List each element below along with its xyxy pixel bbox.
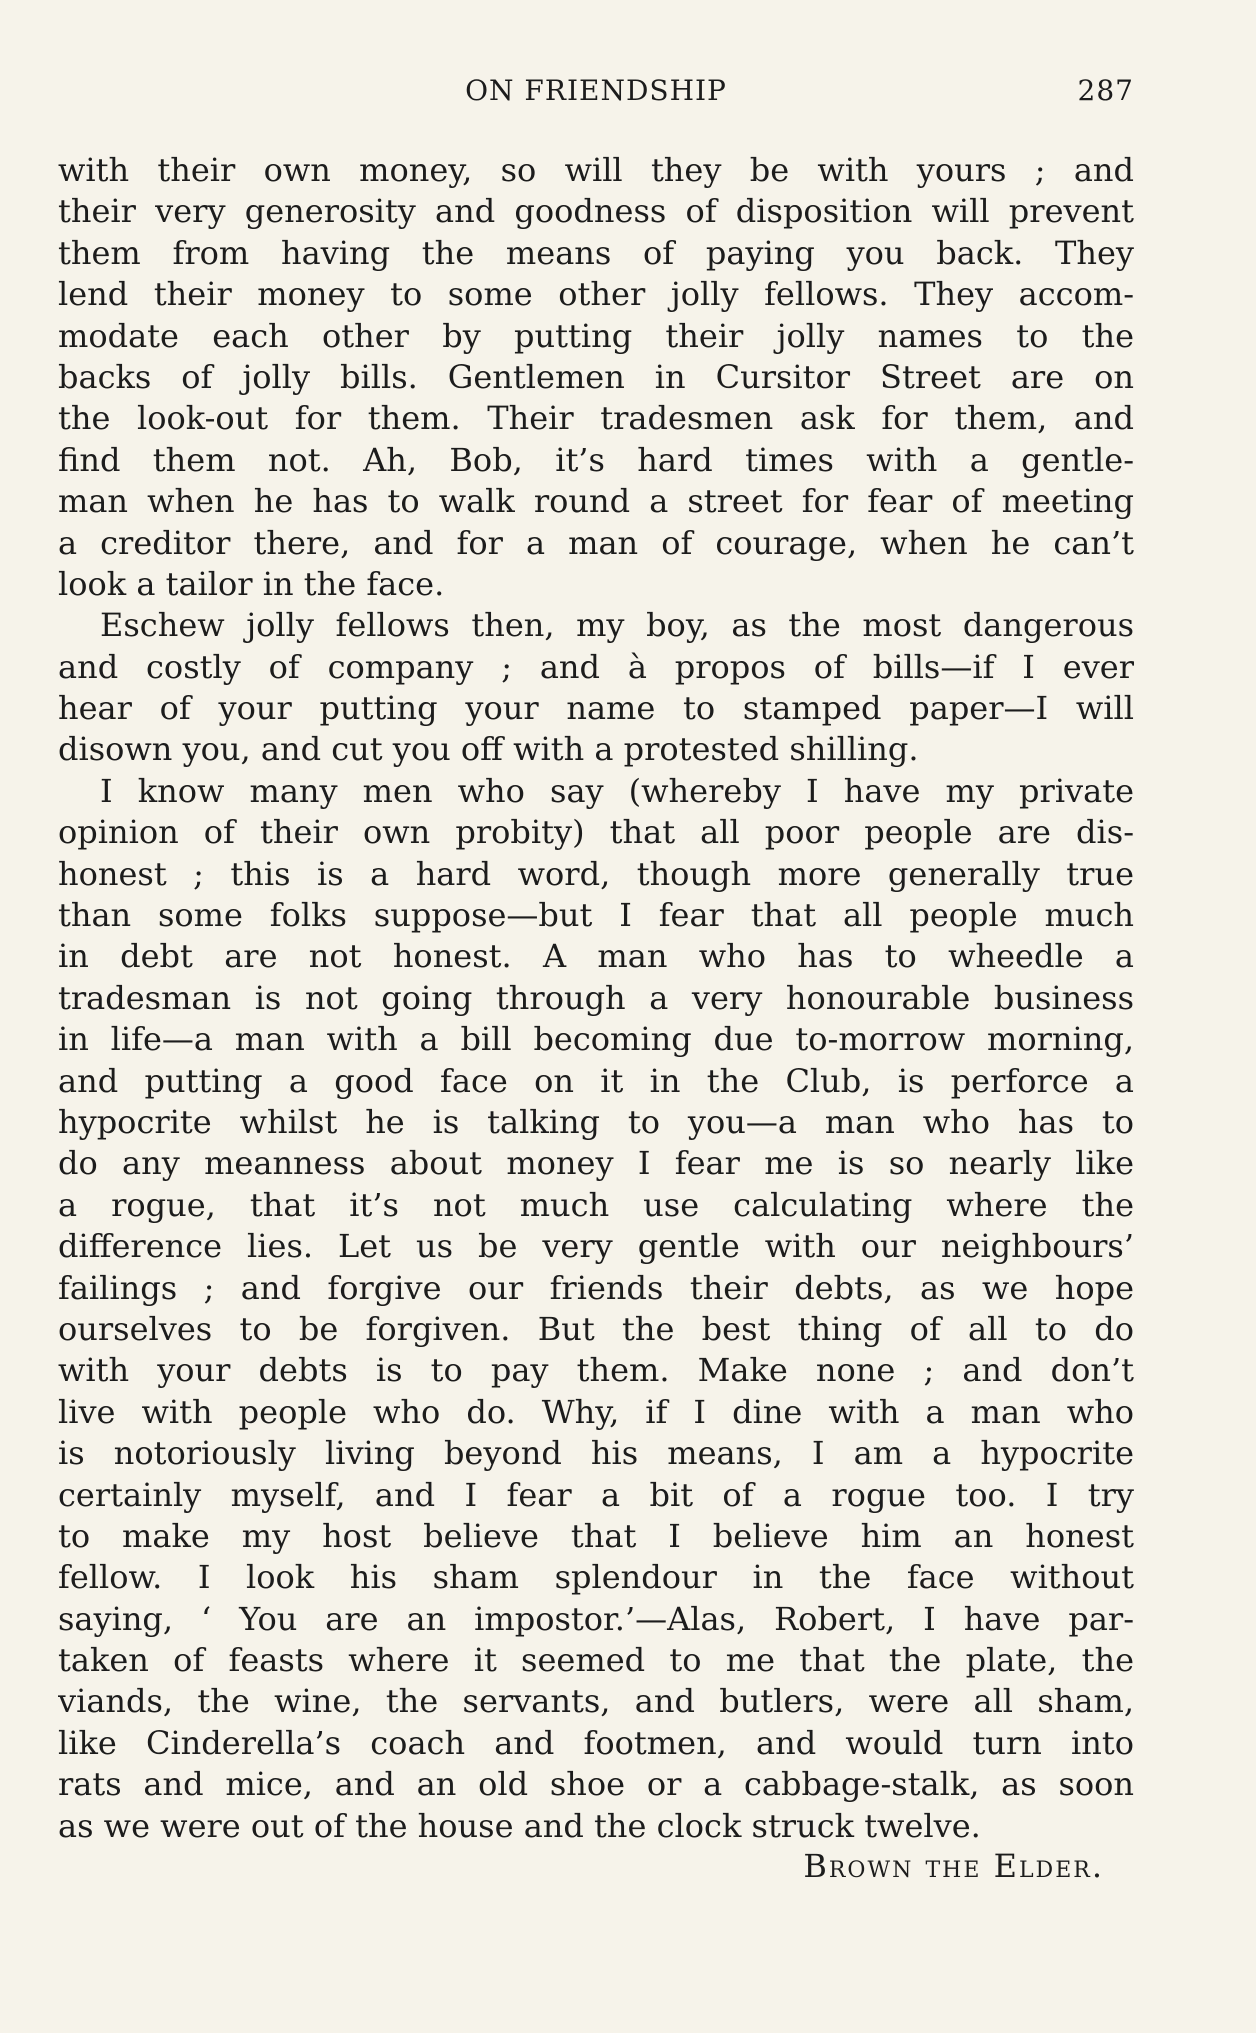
text-line: ourselves to be forgiven. But the best thing of all to do (58, 1309, 1134, 1348)
page-number: 287 (1077, 74, 1134, 107)
text-line: them from having the means of paying you back. They (58, 233, 1134, 272)
running-title: ON FRIENDSHIP (465, 74, 727, 107)
text-line: difference lies. Let us be very gentle with our neighbours’ (58, 1227, 1134, 1266)
text-line: a rogue, that it’s not much use calculating where the (58, 1185, 1134, 1224)
text-line: do any meanness about money I fear me is so nearly like (58, 1144, 1134, 1183)
text-line: tradesman is not going through a very honourable business (58, 978, 1134, 1017)
text-line: with their own money, so will they be with yours ; and (58, 151, 1134, 189)
text-line: the look-out for them. Their tradesmen ask for them, and (58, 399, 1134, 438)
text-line: saying, ‘ You are an impostor.’—Alas, Robert, I have par- (58, 1599, 1134, 1638)
text-line: opinion of their own probity) that all poor people are dis- (58, 813, 1134, 852)
text-line: look a tailor in the face. (58, 564, 445, 603)
text-line: hear of your putting your name to stamped paper—I will (58, 689, 1134, 728)
text-line: and costly of company ; and à propos of bills—if I ever (58, 647, 1134, 686)
text-line: their very generosity and goodness of disposition will prevent (58, 192, 1134, 231)
text-line: disown you, and cut you off with a protested shilling. (58, 730, 919, 769)
text-line: backs of jolly bills. Gentlemen in Cursitor Street are on (58, 357, 1134, 396)
text-line: live with people who do. Why, if I dine with a man who (58, 1392, 1134, 1431)
text-line: viands, the wine, the servants, and butlers, were all sham, (58, 1682, 1134, 1721)
signature: Brown the Elder. (803, 1847, 1104, 1885)
text-line: as we were out of the house and the clock struck twelve. (58, 1806, 981, 1845)
text-line: taken of feasts where it seemed to me that the plate, the (58, 1641, 1134, 1680)
text-line: lend their money to some other jolly fellows. They accom- (58, 275, 1134, 314)
text-line: in debt are not honest. A man who has to wheedle a (58, 937, 1134, 976)
text-line: modate each other by putting their jolly names to the (58, 316, 1134, 355)
text-line: certainly myself, and I fear a bit of a rogue too. I try (58, 1475, 1134, 1514)
text-line: honest ; this is a hard word, though more generally true (58, 854, 1134, 893)
text-line: rats and mice, and an old shoe or a cabbage-stalk, as soon (58, 1765, 1134, 1804)
text-line: is notoriously living beyond his means, I am a hypocrite (58, 1434, 1134, 1473)
text-line: find them not. Ah, Bob, it’s hard times with a gentle- (58, 440, 1134, 479)
body-text (58, 150, 1134, 1847)
text-line: failings ; and forgive our friends their debts, as we hope (58, 1268, 1134, 1307)
text-line: man when he has to walk round a street for fear of meeting (58, 482, 1134, 521)
text-line: like Cinderella’s coach and footmen, and would turn into (58, 1723, 1134, 1762)
text-line: a creditor there, and for a man of courage, when he can’t (58, 523, 1134, 562)
text-line: I know many men who say (whereby I have my private (100, 771, 1134, 810)
text-line: hypocrite whilst he is talking to you—a man who has to (58, 1102, 1134, 1141)
text-line: Eschew jolly fellows then, my boy, as the most dangerous (100, 606, 1134, 645)
text-line: with your debts is to pay them. Make none ; and don’t (58, 1351, 1134, 1390)
running-head (58, 74, 1134, 118)
text-line: in life—a man with a bill becoming due to-morrow morning, (58, 1020, 1134, 1059)
text-line: to make my host believe that I believe him an honest (58, 1516, 1134, 1555)
text-line: fellow. I look his sham splendour in the face without (58, 1558, 1134, 1597)
text-line: and putting a good face on it in the Club, is perforce a (58, 1061, 1134, 1100)
text-line: than some folks suppose—but I fear that all people much (58, 896, 1134, 935)
